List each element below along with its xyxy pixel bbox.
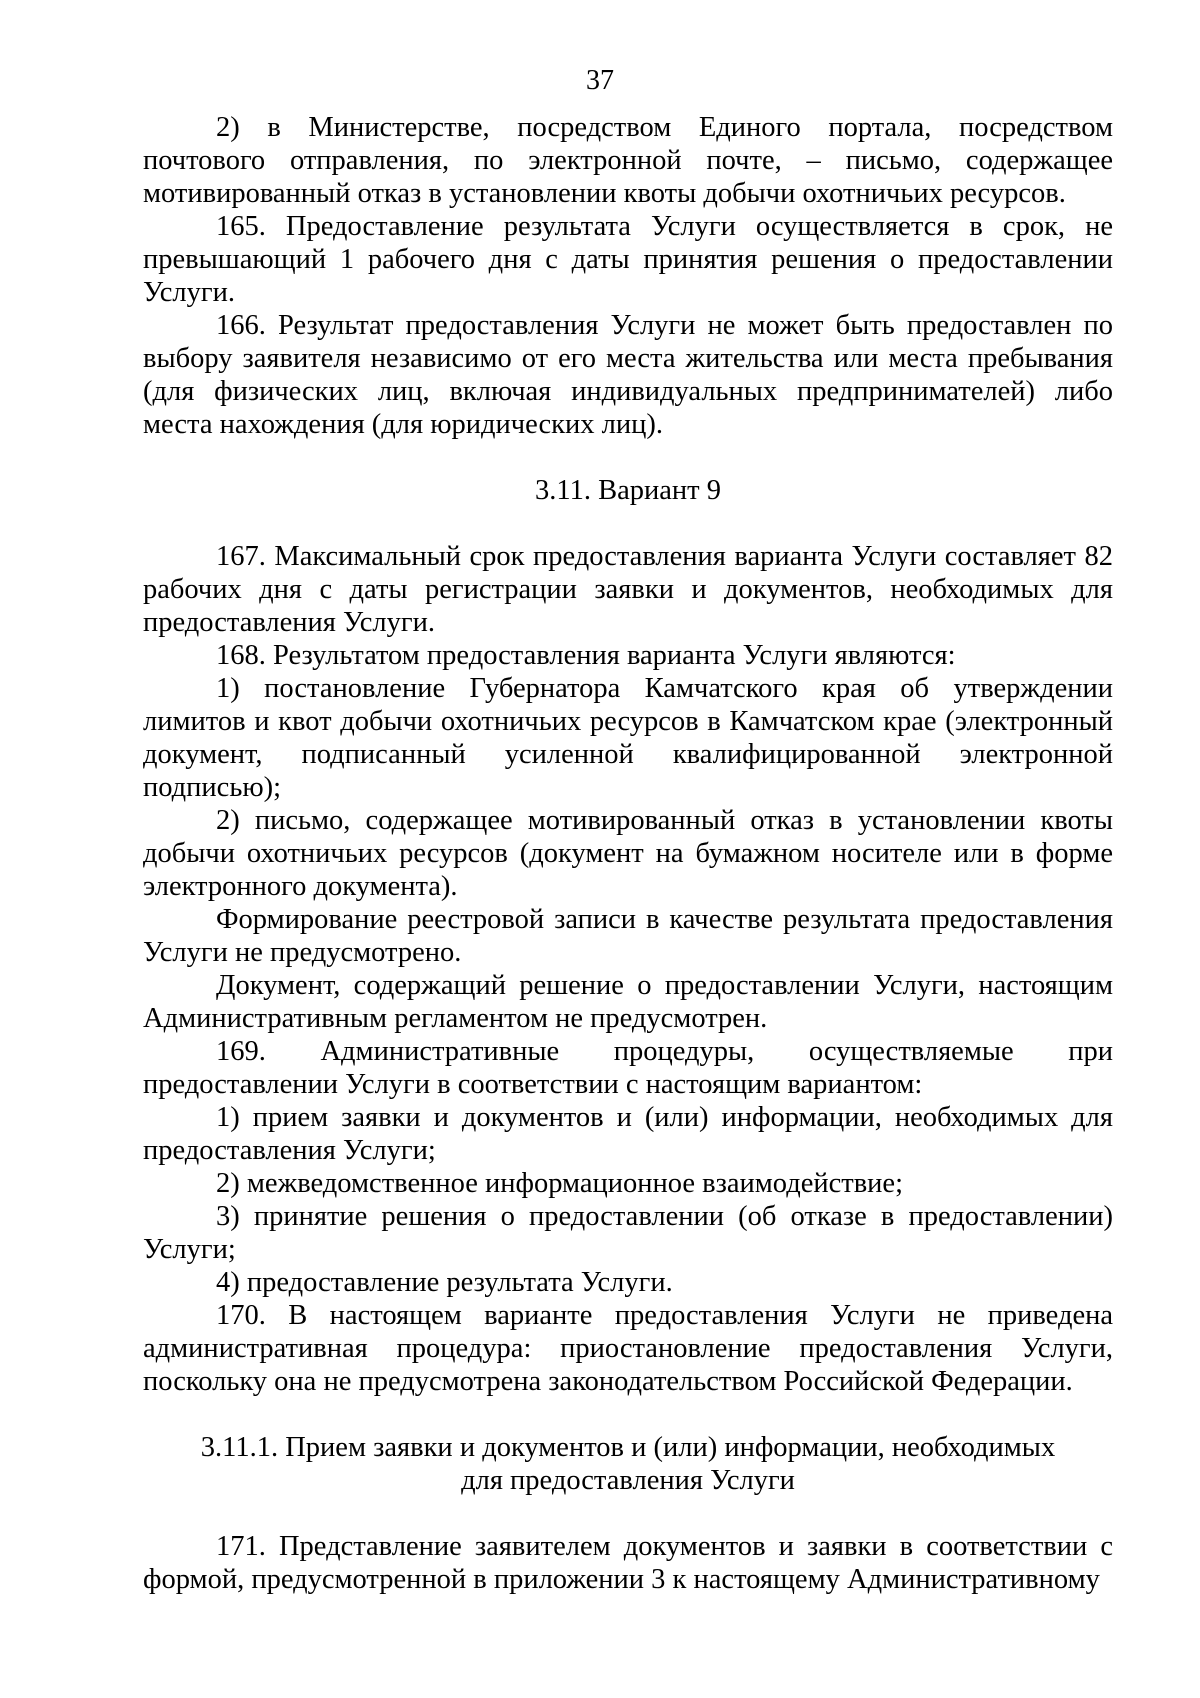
section-heading-3-11: 3.11. Вариант 9 <box>535 475 721 506</box>
paragraph-168-item-2: 2) письмо, содержащее мотивированный отказ в установлении квоты добычи охотничьих ресурсов (документ на бумажном носителе или в форме электронного документа). <box>143 805 1113 902</box>
paragraph-167: 167. Максимальный срок предоставления варианта Услуги составляет 82 рабочих дня с даты регистрации заявки и документов, необходимых для предоставления Услуги. <box>143 541 1113 638</box>
paragraph-166: 166. Результат предоставления Услуги не может быть предоставлен по выбору заявителя независимо от его места жительства или места пребывания (для физических лиц, включая индивидуальных предпринимателей) либо места нахождения (для юридических лиц). <box>143 310 1113 440</box>
paragraph-list-item-2: 2) в Министерстве, посредством Единого портала, посредством почтового отправления, по электронной почте, – письмо, содержащее мотивированный отказ в установлении квоты добычи охотничьих ресурсов. <box>143 112 1113 209</box>
paragraph-171: 171. Представление заявителем документов и заявки в соответствии с формой, предусмотренной в приложении 3 к настоящему Административному <box>143 1531 1113 1595</box>
paragraph-registry-record: Формирование реестровой записи в качестве результата предоставления Услуги не предусмотрено. <box>143 904 1113 968</box>
paragraph-169: 169. Административные процедуры, осуществляемые при предоставлении Услуги в соответствии с настоящим вариантом: <box>143 1036 1113 1100</box>
section-heading-3-11-1-line-2: для предоставления Услуги <box>461 1465 795 1496</box>
paragraph-170: 170. В настоящем варианте предоставления Услуги не приведена административная процедура: приостановление предоставления Услуги, поскольку она не предусмотрена законодательством Российской Федерации. <box>143 1300 1113 1397</box>
paragraph-169-item-3: 3) принятие решения о предоставлении (об отказе в предоставлении) Услуги; <box>143 1201 1113 1265</box>
paragraph-169-item-4: 4) предоставление результата Услуги. <box>216 1267 673 1298</box>
paragraph-168: 168. Результатом предоставления варианта Услуги являются: <box>216 640 956 671</box>
document-body <box>143 111 1113 1596</box>
page-number: 37 <box>586 65 614 96</box>
paragraph-168-item-1: 1) постановление Губернатора Камчатского края об утверждении лимитов и квот добычи охотничьих ресурсов в Камчатском крае (электронный документ, подписанный усиленной квалифицированной электронной подписью); <box>143 673 1113 803</box>
section-heading-3-11-1 <box>143 1431 1113 1497</box>
paragraph-169-item-2: 2) межведомственное информационное взаимодействие; <box>216 1168 903 1199</box>
section-heading-3-11-1-line-1: 3.11.1. Прием заявки и документов и (или) информации, необходимых <box>200 1432 1056 1463</box>
paragraph-165: 165. Предоставление результата Услуги осуществляется в срок, не превышающий 1 рабочего дня с даты принятия решения о предоставлении Услуги. <box>143 211 1113 308</box>
paragraph-decision-document: Документ, содержащий решение о предоставлении Услуги, настоящим Административным регламентом не предусмотрен. <box>143 970 1113 1034</box>
paragraph-169-item-1: 1) прием заявки и документов и (или) информации, необходимых для предоставления Услуги; <box>143 1102 1113 1166</box>
